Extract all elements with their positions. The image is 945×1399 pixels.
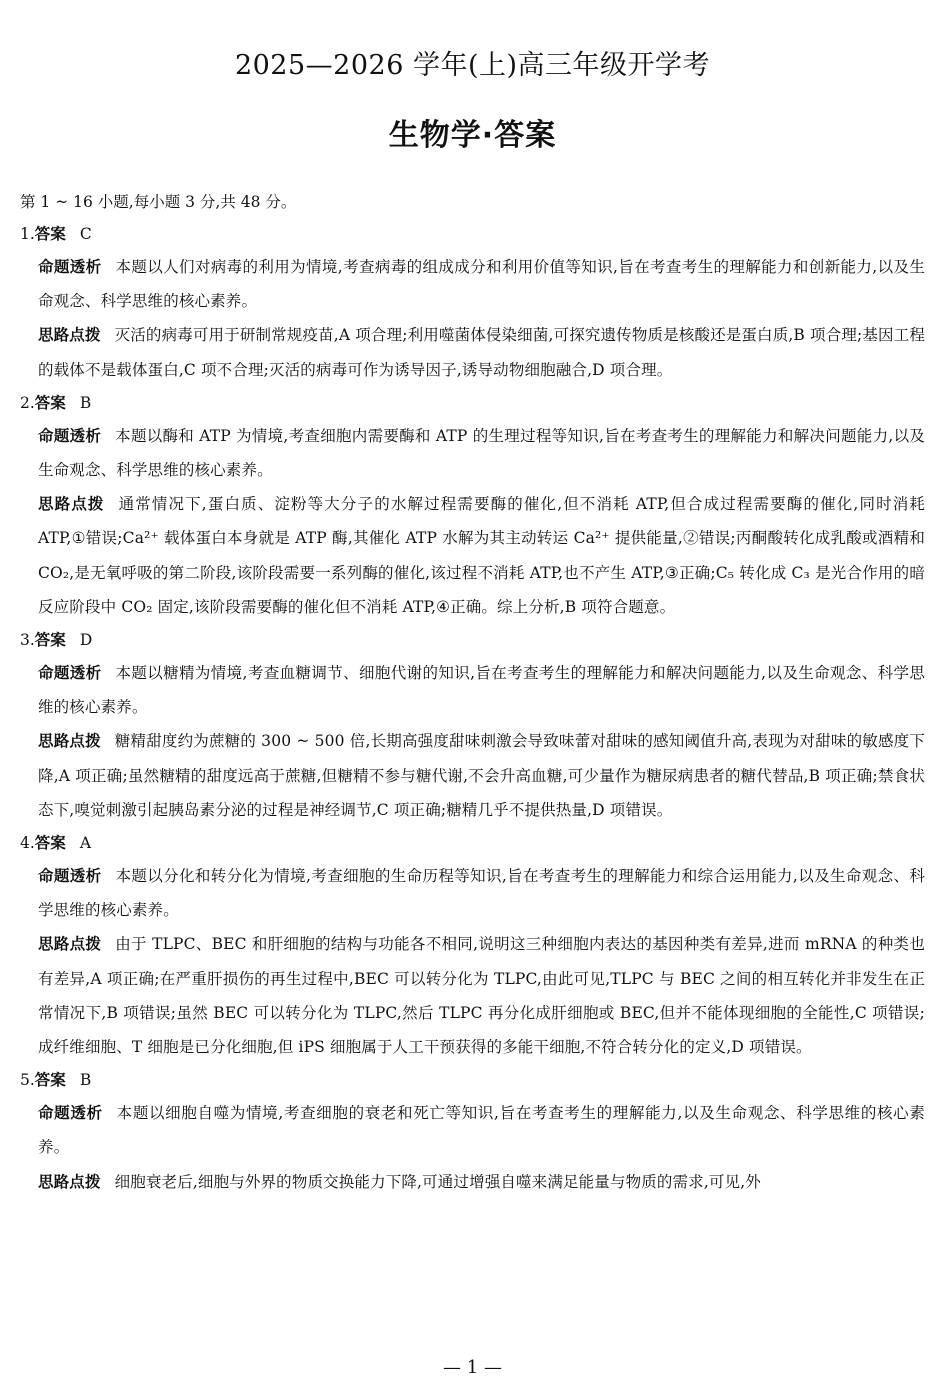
analysis-label: 命题透析 (38, 426, 102, 445)
question-number: 2. (20, 393, 35, 412)
guide-paragraph (38, 724, 925, 827)
answer-line (20, 387, 925, 419)
guide-text: 糖精甜度约为蔗糖的 300 ~ 500 倍,长期高强度甜味刺激会导致味蕾对甜味的感知阈值升高,表现为对甜味的敏感度下降,A 项正确;虽然糖精的甜度远高于蔗糖,但糖精不参与糖代谢,不会升高血糖,可少量作为糖尿病患者的糖代替品,B 项正确;禁食状态下,嗅觉刺激引起胰岛素分泌的过程是神经调节,C 项正确;糖精几乎不提供热量,D 项错误。 (38, 732, 926, 819)
answer-value: B (79, 393, 92, 412)
question-number: 4. (20, 834, 35, 853)
guide-label: 思路点拨 (38, 495, 105, 514)
answer-label: 答案 (34, 1071, 66, 1090)
analysis-text: 本题以细胞自噬为情境,考查细胞的衰老和死亡等知识,旨在考查考生的理解能力,以及生命观念、科学思维的核心素养。 (38, 1104, 925, 1157)
answer-line (20, 1064, 925, 1096)
guide-text: 通常情况下,蛋白质、淀粉等大分子的水解过程需要酶的催化,但不消耗 ATP,但合成过程需要酶的催化,同时消耗 ATP,①错误;Ca²⁺ 载体蛋白本身就是 ATP 酶,其催化 ATP 水解为其主动转运 Ca²⁺ 提供能量,②错误;丙酮酸转化成乳酸或酒精和 CO₂,是无氧呼吸的第二阶段,该阶段需要一系列酶的催化,该过程不消耗 ATP,也不产生 ATP,③正确;C₅ 转化成 C₃ 是光合作用的暗反应阶段中 CO₂ 固定,该阶段需要酶的催化但不消耗 ATP,④正确。综上分析,B 项符合题意。 (38, 495, 926, 616)
analysis-label: 命题透析 (38, 258, 102, 276)
question-number: 1. (20, 225, 35, 243)
guide-label: 思路点拨 (38, 1172, 101, 1191)
question-item (20, 827, 925, 1064)
answer-line (20, 827, 925, 859)
analysis-label: 命题透析 (38, 1104, 103, 1123)
answer-line (20, 218, 925, 250)
guide-text: 灭活的病毒可用于研制常规疫苗,A 项合理;利用噬菌体侵染细菌,可探究遗传物质是核酸还是蛋白质,B 项合理;基因工程的载体不是载体蛋白,C 项不合理;灭活的病毒可作为诱导因子,诱导动物细胞融合,D 项合理。 (38, 326, 926, 379)
analysis-paragraph (38, 859, 925, 927)
guide-label: 思路点拨 (38, 732, 101, 751)
answer-label: 答案 (34, 631, 66, 650)
page-subtitle: 生物学·答案 (388, 118, 557, 153)
scoring-instruction: 第 1 ~ 16 小题,每小题 3 分,共 48 分。 (20, 193, 297, 211)
question-item (20, 1064, 925, 1199)
guide-paragraph (38, 487, 925, 624)
answer-label: 答案 (34, 225, 66, 243)
answer-content (20, 186, 925, 1199)
guide-label: 思路点拨 (38, 935, 102, 954)
answer-value: B (79, 1071, 92, 1090)
analysis-paragraph (38, 1096, 925, 1164)
analysis-label: 命题透析 (38, 664, 102, 683)
answer-value: C (79, 225, 92, 243)
analysis-label: 命题透析 (38, 867, 102, 886)
page-title: 2025—2026 学年(上)高三年级开学考 (234, 50, 711, 81)
analysis-paragraph (38, 656, 925, 724)
guide-text: 由于 TLPC、BEC 和肝细胞的结构与功能各不相同,说明这三种细胞内表达的基因种类有差异,进而 mRNA 的种类也有差异,A 项正确;在严重肝损伤的再生过程中,BEC 可以转分化为 TLPC,由此可见,TLPC 与 BEC 之间的相互转化并非发生在正常情况下,B 项错误;虽然 BEC 可以转分化为 TLPC,然后 TLPC 再分化成肝细胞或 BEC,但并不能体现细胞的全能性,C 项错误;成纤维细胞、T 细胞是已分化细胞,但 iPS 细胞属于人工干预获得的多能干细胞,不符合转分化的定义,D 项错误。 (38, 935, 925, 1057)
question-item (20, 218, 925, 387)
guide-paragraph (38, 1165, 925, 1199)
answer-line (20, 624, 925, 656)
question-number: 5. (20, 1071, 35, 1090)
guide-label: 思路点拨 (38, 326, 101, 345)
page-number: — 1 — (443, 1357, 502, 1378)
answer-label: 答案 (34, 393, 66, 412)
question-number: 3. (20, 631, 35, 650)
answer-value: D (79, 631, 93, 650)
analysis-text: 本题以糖精为情境,考查血糖调节、细胞代谢的知识,旨在考查考生的理解能力和解决问题能力,以及生命观念、科学思维的核心素养。 (38, 664, 925, 717)
analysis-text: 本题以分化和转分化为情境,考查细胞的生命历程等知识,旨在考查考生的理解能力和综合运用能力,以及生命观念、科学思维的核心素养。 (38, 867, 925, 920)
analysis-paragraph (38, 419, 925, 487)
answer-value: A (79, 834, 92, 853)
analysis-text: 本题以人们对病毒的利用为情境,考查病毒的组成成分和利用价值等知识,旨在考查考生的理解能力和创新能力,以及生命观念、科学思维的核心素养。 (38, 258, 925, 311)
guide-text: 细胞衰老后,细胞与外界的物质交换能力下降,可通过增强自噬来满足能量与物质的需求,可见,外 (114, 1172, 761, 1191)
analysis-paragraph (38, 250, 925, 318)
guide-paragraph (38, 927, 925, 1064)
analysis-text: 本题以酶和 ATP 为情境,考查细胞内需要酶和 ATP 的生理过程等知识,旨在考查考生的理解能力和解决问题能力,以及生命观念、科学思维的核心素养。 (38, 426, 926, 480)
guide-paragraph (38, 318, 925, 386)
question-item (20, 624, 925, 827)
question-item (20, 387, 925, 624)
answer-label: 答案 (34, 834, 66, 853)
